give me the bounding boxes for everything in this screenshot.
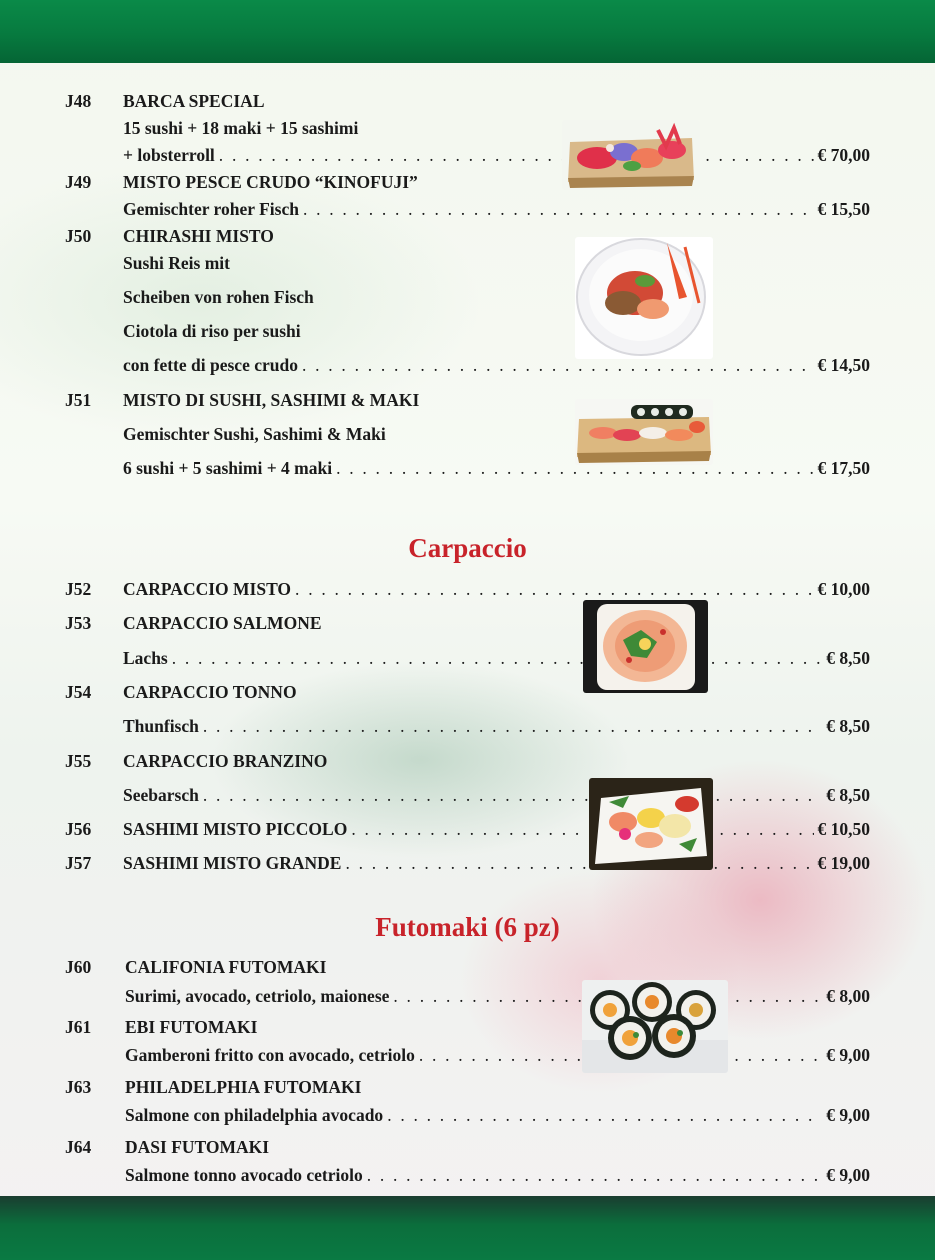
- dot-leader: [387, 1103, 822, 1127]
- item-description: Thunfisch: [123, 716, 199, 736]
- item-price: € 14,50: [817, 355, 870, 375]
- item-description: Gamberoni fritto con avocado, cetriolo: [125, 1045, 415, 1065]
- item-price-line: [0, 456, 935, 480]
- item-description: Seebarsch: [123, 785, 199, 805]
- item-description: Ciotola di riso per sushi: [123, 321, 301, 341]
- item-code: J55: [65, 751, 92, 771]
- item-name: CALIFONIA FUTOMAKI: [125, 957, 327, 977]
- item-code: J60: [65, 957, 92, 977]
- item-name: DASI FUTOMAKI: [125, 1137, 270, 1157]
- dot-leader: [302, 353, 814, 377]
- menu-item-row: [0, 1135, 935, 1159]
- item-price-line: [0, 1103, 935, 1127]
- menu-item-row: [0, 851, 935, 875]
- item-price-line: [0, 984, 935, 1008]
- item-price: € 9,00: [826, 1165, 870, 1185]
- item-price-line: [0, 714, 935, 738]
- item-description: 6 sushi + 5 sashimi + 4 maki: [123, 458, 333, 478]
- item-code: J53: [65, 613, 92, 633]
- sushi-board-photo: [575, 399, 713, 465]
- item-description: Lachs: [123, 648, 168, 668]
- chirashi-bowl-photo: [575, 237, 713, 359]
- item-description: con fette di pesce crudo: [123, 355, 298, 375]
- menu-item-row: [0, 680, 935, 704]
- item-description: 15 sushi + 18 maki + 15 sashimi: [123, 118, 359, 138]
- item-name: CARPACCIO SALMONE: [123, 613, 322, 633]
- item-description: Salmone tonno avocado cetriolo: [125, 1165, 363, 1185]
- item-description: Surimi, avocado, cetriolo, maionese: [125, 986, 390, 1006]
- section-title-futomaki: Futomaki (6 pz): [375, 912, 560, 942]
- item-code: J51: [65, 390, 92, 410]
- item-code: J57: [65, 853, 92, 873]
- item-description: Scheiben von rohen Fisch: [123, 287, 314, 307]
- item-description: Sushi Reis mit: [123, 253, 230, 273]
- sashimi-platter-photo: [589, 778, 713, 870]
- item-description: Salmone con philadelphia avocado: [125, 1105, 384, 1125]
- dot-leader: [219, 143, 814, 167]
- item-price-line: [0, 197, 935, 221]
- item-price: € 15,50: [817, 199, 870, 219]
- dot-leader: [172, 646, 823, 670]
- item-description-line: [0, 251, 935, 275]
- item-description-line: [0, 116, 935, 140]
- item-price-line: [0, 353, 935, 377]
- dot-leader: [367, 1163, 823, 1187]
- menu-item-row: [0, 955, 935, 979]
- item-name: SASHIMI MISTO GRANDE: [123, 853, 342, 873]
- item-price-line: [0, 143, 935, 167]
- item-name: PHILADELPHIA FUTOMAKI: [125, 1077, 362, 1097]
- item-code: J48: [65, 91, 92, 111]
- dot-leader: [351, 817, 813, 841]
- item-code: J63: [65, 1077, 92, 1097]
- item-code: J64: [65, 1137, 92, 1157]
- dot-leader: [203, 783, 822, 807]
- item-name: MISTO DI SUSHI, SASHIMI & MAKI: [123, 390, 420, 410]
- item-name: EBI FUTOMAKI: [125, 1017, 258, 1037]
- item-name: CARPACCIO MISTO: [123, 579, 292, 599]
- item-price: € 8,00: [826, 986, 870, 1006]
- menu-item-row: [0, 388, 935, 412]
- top-green-band: [0, 0, 935, 63]
- menu-item-row: [0, 1015, 935, 1039]
- item-description: Gemischter Sushi, Sashimi & Maki: [123, 424, 386, 444]
- item-price: € 17,50: [817, 458, 870, 478]
- carpaccio-plate-photo: [583, 600, 708, 693]
- item-price: € 70,00: [817, 145, 870, 165]
- menu-item-row: [0, 577, 935, 601]
- menu-item-row: [0, 170, 935, 194]
- item-name: MISTO PESCE CRUDO “KINOFUJI”: [123, 172, 418, 192]
- item-price-line: [0, 1043, 935, 1067]
- item-price: € 9,00: [826, 1105, 870, 1125]
- menu-item-row: [0, 1075, 935, 1099]
- item-price-line: [0, 783, 935, 807]
- menu-item-row: [0, 749, 935, 773]
- item-name: CARPACCIO TONNO: [123, 682, 297, 702]
- item-description: + lobsterroll: [123, 145, 215, 165]
- item-price-line: [0, 646, 935, 670]
- menu-item-row: [0, 817, 935, 841]
- item-price: € 9,00: [826, 1045, 870, 1065]
- menu-item-row: [0, 89, 935, 113]
- item-description: Gemischter roher Fisch: [123, 199, 299, 219]
- item-price: € 10,00: [817, 579, 870, 599]
- section-title-carpaccio: Carpaccio: [408, 533, 527, 563]
- item-code: J56: [65, 819, 92, 839]
- item-code: J54: [65, 682, 92, 702]
- item-name: CARPACCIO BRANZINO: [123, 751, 328, 771]
- item-code: J52: [65, 579, 92, 599]
- dot-leader: [303, 197, 814, 221]
- item-price: € 8,50: [826, 716, 870, 736]
- item-price: € 8,50: [826, 648, 870, 668]
- item-name: BARCA SPECIAL: [123, 91, 265, 111]
- futomaki-rolls-photo: [582, 980, 728, 1073]
- item-description-line: [0, 319, 935, 343]
- item-code: J50: [65, 226, 92, 246]
- item-code: J49: [65, 172, 92, 192]
- menu-item-row: [0, 224, 935, 248]
- item-price-line: [0, 1163, 935, 1187]
- item-description-line: [0, 285, 935, 309]
- item-name: SASHIMI MISTO PICCOLO: [123, 819, 348, 839]
- item-code: J61: [65, 1017, 92, 1037]
- dot-leader: [345, 851, 813, 875]
- dot-leader: [295, 577, 813, 601]
- item-name: CHIRASHI MISTO: [123, 226, 274, 246]
- menu-item-row: [0, 611, 935, 635]
- item-price: € 19,00: [817, 853, 870, 873]
- item-price: € 8,50: [826, 785, 870, 805]
- barca-special-photo: [562, 120, 700, 190]
- dot-leader: [203, 714, 822, 738]
- bottom-green-band: [0, 1196, 935, 1260]
- item-price: € 10,50: [817, 819, 870, 839]
- item-description-line: [0, 422, 935, 446]
